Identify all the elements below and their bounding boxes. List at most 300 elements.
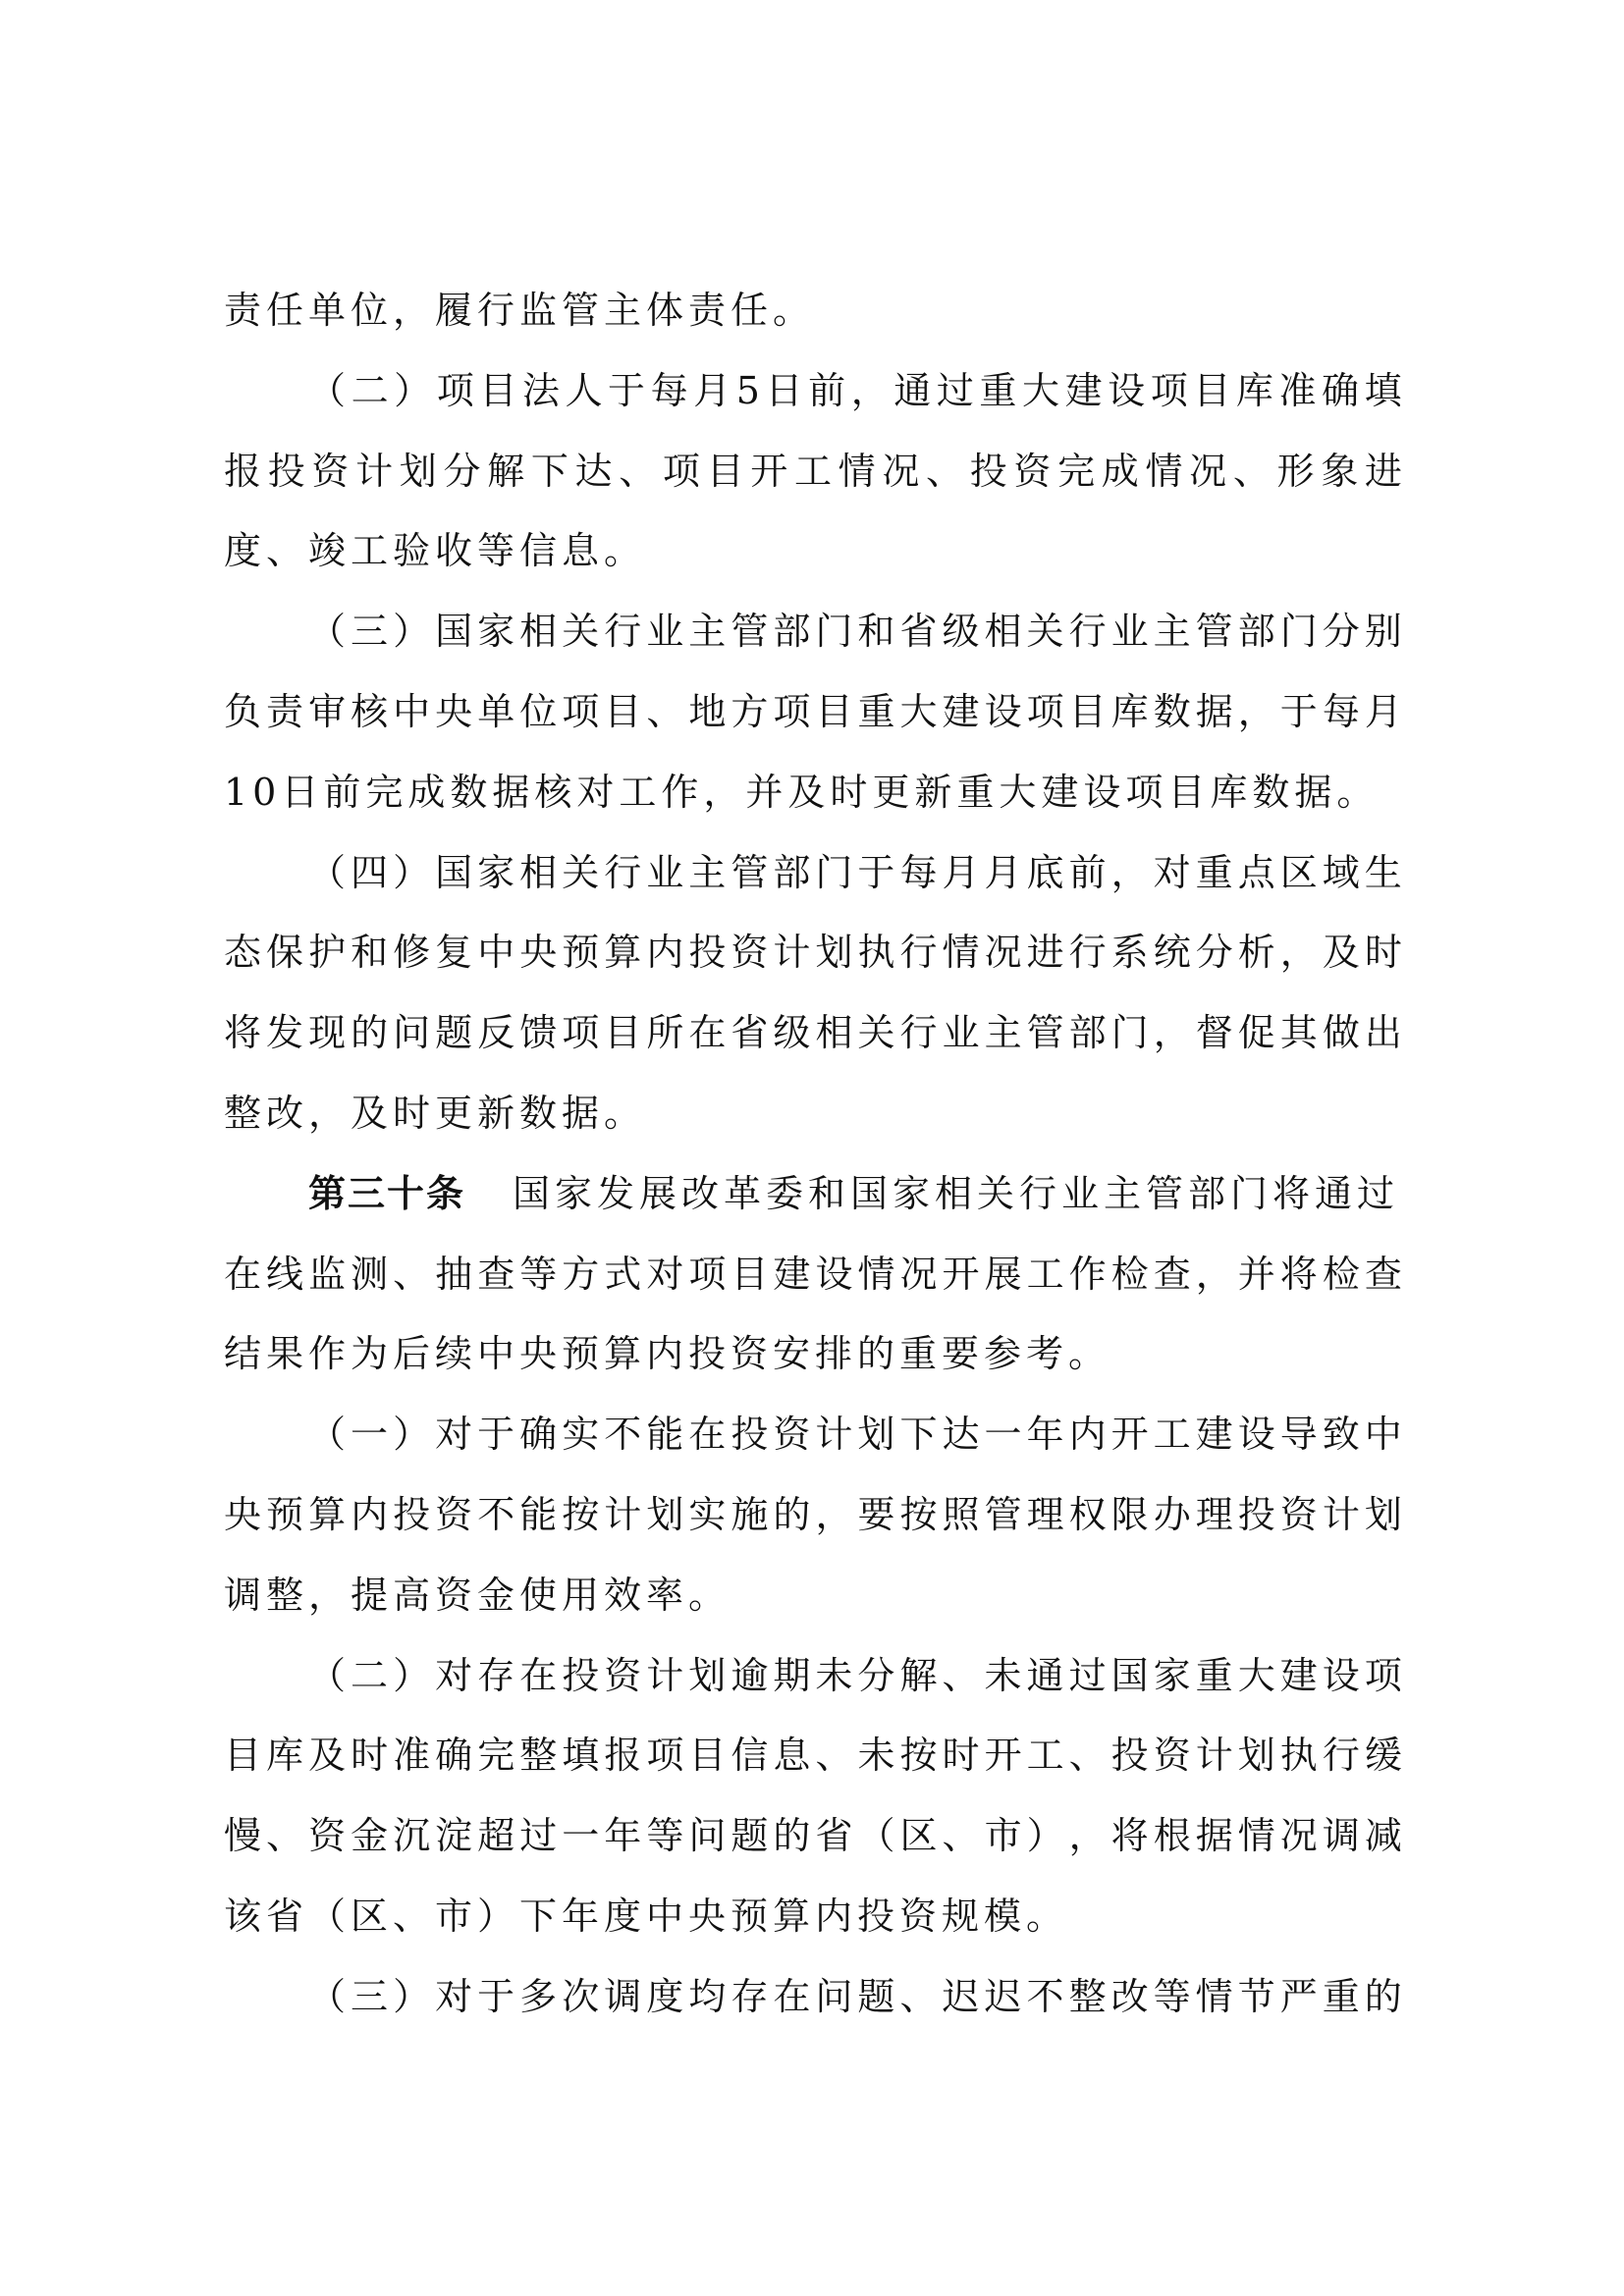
glyph: （ xyxy=(308,1413,347,1457)
glyph: 资 xyxy=(1013,449,1052,493)
glyph: 行 xyxy=(604,850,642,894)
glyph: 按 xyxy=(562,1492,600,1536)
glyph: 和 xyxy=(351,931,389,975)
glyph: 业 xyxy=(1110,610,1149,654)
glyph: 设 xyxy=(1237,1413,1275,1457)
glyph: 建 xyxy=(1064,368,1103,412)
glyph: 级 xyxy=(773,1011,811,1055)
glyph: 计 xyxy=(355,449,394,493)
glyph: 项 xyxy=(773,689,811,733)
glyph: 据 xyxy=(1195,1814,1233,1858)
glyph: 下 xyxy=(899,1413,938,1457)
glyph: 区 xyxy=(899,1814,938,1858)
glyph: 于 xyxy=(608,368,646,412)
glyph: 项 xyxy=(646,1734,684,1778)
glyph: 资 xyxy=(308,1814,347,1858)
glyph: 行 xyxy=(1322,1734,1360,1778)
glyph: 计 xyxy=(604,1492,642,1536)
glyph: 作 xyxy=(1068,1252,1107,1296)
glyph: 查 xyxy=(1364,1252,1402,1296)
glyph: ， xyxy=(1153,1011,1191,1055)
glyph: 四 xyxy=(351,850,389,894)
glyph: 级 xyxy=(942,610,980,654)
glyph: 形 xyxy=(1276,449,1315,493)
glyph: 月 xyxy=(942,850,980,894)
glyph: （ xyxy=(308,368,347,412)
glyph: 准 xyxy=(393,1734,431,1778)
glyph: 投 xyxy=(731,1413,769,1457)
glyph: 情 xyxy=(1145,449,1183,493)
glyph: ） xyxy=(393,610,431,654)
glyph: 中 xyxy=(393,689,431,733)
glyph: 部 xyxy=(1237,610,1275,654)
glyph: 央 xyxy=(224,1492,262,1536)
glyph: 区 xyxy=(1279,850,1318,894)
glyph: 目 xyxy=(604,689,642,733)
glyph: 位 xyxy=(519,689,558,733)
glyph: 设 xyxy=(984,689,1022,733)
glyph: 计 xyxy=(646,1653,684,1697)
glyph: 开 xyxy=(1110,1413,1149,1457)
glyph: 地 xyxy=(688,689,727,733)
glyph: 设 xyxy=(815,1252,853,1296)
glyph: 大 xyxy=(899,689,938,733)
glyph: 主 xyxy=(688,850,727,894)
glyph: （ xyxy=(308,610,347,654)
glyph: 库 xyxy=(1110,689,1149,733)
glyph: 行 xyxy=(1068,931,1107,975)
glyph: 市 xyxy=(984,1814,1022,1858)
text-line xyxy=(224,1409,1402,1489)
text-line: 结果作为后续中央预算内投资安排的重要参考。 xyxy=(224,1332,1111,1376)
glyph: 次 xyxy=(562,1974,600,2018)
glyph: 通 xyxy=(1026,1653,1064,1697)
text-line: 度、竣工验收等信息。 xyxy=(224,529,647,573)
glyph: 对 xyxy=(435,1413,473,1457)
glyph: 检 xyxy=(1322,1252,1360,1296)
glyph: 沉 xyxy=(393,1814,431,1858)
glyph: 执 xyxy=(1279,1734,1318,1778)
glyph: 负 xyxy=(224,689,262,733)
glyph: 分 xyxy=(443,449,481,493)
glyph: 建 xyxy=(1195,1413,1233,1457)
glyph: 相 xyxy=(519,850,558,894)
glyph: 重 xyxy=(1195,1653,1233,1697)
text-line xyxy=(224,1650,1402,1731)
glyph: 项 xyxy=(436,368,474,412)
glyph: ） xyxy=(393,1653,431,1697)
glyph: 相 xyxy=(519,610,558,654)
glyph: 在 xyxy=(773,1974,811,2018)
glyph: 题 xyxy=(731,1814,769,1858)
glyph: 投 xyxy=(393,1492,431,1536)
glyph: ， xyxy=(1110,850,1149,894)
glyph: 方 xyxy=(562,1252,600,1296)
glyph: 展 xyxy=(984,1252,1022,1296)
glyph: 复 xyxy=(435,931,473,975)
glyph: 导 xyxy=(1279,1413,1318,1457)
text-line xyxy=(224,365,1402,446)
glyph: 开 xyxy=(750,449,788,493)
glyph: 建 xyxy=(1279,1653,1318,1697)
glyph: 调 xyxy=(604,1974,642,2018)
glyph: 及 xyxy=(1322,931,1360,975)
glyph: 项 xyxy=(1150,368,1188,412)
glyph: 点 xyxy=(1237,850,1275,894)
glyph: 家 xyxy=(1153,1653,1191,1697)
glyph: 理 xyxy=(1195,1492,1233,1536)
glyph: 投 xyxy=(1237,1492,1275,1536)
glyph: ） xyxy=(1026,1814,1064,1858)
glyph: 方 xyxy=(731,689,769,733)
glyph: 计 xyxy=(773,931,811,975)
glyph: 国 xyxy=(1110,1653,1149,1697)
glyph: ， xyxy=(815,1492,853,1536)
glyph: 在 xyxy=(224,1252,262,1296)
glyph: 象 xyxy=(1321,449,1359,493)
glyph: 填 xyxy=(562,1734,600,1778)
glyph: 设 xyxy=(1108,368,1146,412)
glyph: 及 xyxy=(308,1734,347,1778)
text-line: 责任单位，履行监管主体责任。 xyxy=(224,289,816,332)
glyph: 业 xyxy=(942,1011,980,1055)
glyph: 情 xyxy=(1195,1974,1233,2018)
glyph: 法 xyxy=(521,368,560,412)
text-line: 该省（区、市）下年度中央预算内投资规模。 xyxy=(224,1894,1069,1938)
glyph: 算 xyxy=(604,931,642,975)
glyph: 核 xyxy=(351,689,389,733)
glyph: 达 xyxy=(574,449,613,493)
glyph: 国 xyxy=(435,850,473,894)
glyph: 护 xyxy=(308,931,347,975)
glyph: 中 xyxy=(1364,1413,1402,1457)
glyph: 开 xyxy=(984,1734,1022,1778)
glyph: 存 xyxy=(477,1653,515,1697)
glyph: 问 xyxy=(688,1814,727,1858)
glyph: 检 xyxy=(1110,1252,1149,1296)
glyph: 查 xyxy=(477,1252,515,1296)
text-line: 调整，提高资金使用效率。 xyxy=(224,1573,731,1617)
glyph: 未 xyxy=(857,1734,895,1778)
glyph: 、 xyxy=(942,1653,980,1697)
glyph: 管 xyxy=(1195,610,1233,654)
glyph: 在 xyxy=(519,1653,558,1697)
glyph: 单 xyxy=(477,689,515,733)
glyph: （ xyxy=(857,1814,895,1858)
glyph: 完 xyxy=(1057,449,1096,493)
glyph: 内 xyxy=(351,1492,389,1536)
glyph: 、 xyxy=(942,1814,980,1858)
glyph: 减 xyxy=(1364,1814,1402,1858)
glyph: 、 xyxy=(1068,1734,1107,1778)
glyph: 业 xyxy=(646,850,684,894)
glyph: 、 xyxy=(393,1252,431,1296)
text-line xyxy=(224,1249,1402,1329)
text-line xyxy=(224,1971,1402,2052)
glyph: 准 xyxy=(1278,368,1317,412)
glyph: 审 xyxy=(308,689,347,733)
glyph: 金 xyxy=(351,1814,389,1858)
glyph: 开 xyxy=(942,1252,980,1296)
glyph: 所 xyxy=(646,1011,684,1055)
glyph: 计 xyxy=(1195,1734,1233,1778)
glyph: 行 xyxy=(899,1011,938,1055)
glyph: 、 xyxy=(619,449,657,493)
glyph: 门 xyxy=(1110,1011,1149,1055)
glyph: 改 xyxy=(1110,1974,1149,2018)
glyph: 划 xyxy=(857,1413,895,1457)
glyph: 相 xyxy=(984,610,1022,654)
glyph: 划 xyxy=(1237,1734,1275,1778)
glyph: 未 xyxy=(984,1653,1022,1697)
glyph: 慢 xyxy=(224,1814,262,1858)
glyph: 设 xyxy=(1322,1653,1360,1697)
glyph: 算 xyxy=(308,1492,347,1536)
glyph: 分 xyxy=(1195,931,1233,975)
glyph: 家 xyxy=(477,850,515,894)
glyph: 国 xyxy=(435,610,473,654)
glyph: 项 xyxy=(562,1011,600,1055)
glyph: 省 xyxy=(899,610,938,654)
glyph: 过 xyxy=(936,368,974,412)
glyph: 域 xyxy=(1322,850,1360,894)
glyph: 、 xyxy=(266,1814,304,1858)
glyph: 资 xyxy=(435,1492,473,1536)
glyph: 三 xyxy=(351,610,389,654)
glyph: 相 xyxy=(815,1011,853,1055)
glyph: 整 xyxy=(519,1734,558,1778)
glyph: 报 xyxy=(224,449,262,493)
text-line: 国家发展改革委和国家相关行业主管部门将通过 xyxy=(513,1171,1400,1215)
glyph: 投 xyxy=(1110,1734,1149,1778)
glyph: 计 xyxy=(1322,1492,1360,1536)
glyph: 、 xyxy=(899,1974,938,2018)
glyph: 月 xyxy=(1364,689,1402,733)
glyph: 资 xyxy=(773,1413,811,1457)
glyph: 项 xyxy=(1364,1653,1402,1697)
glyph: 目 xyxy=(731,1252,769,1296)
glyph: 、 xyxy=(646,689,684,733)
glyph: 二 xyxy=(351,368,389,412)
glyph: 成 xyxy=(1101,449,1139,493)
glyph: 超 xyxy=(477,1814,515,1858)
glyph: 库 xyxy=(1235,368,1273,412)
glyph: 中 xyxy=(477,931,515,975)
glyph: 能 xyxy=(646,1413,684,1457)
glyph: 等 xyxy=(519,1252,558,1296)
glyph: 人 xyxy=(565,368,603,412)
glyph: 于 xyxy=(477,1974,515,2018)
glyph: 均 xyxy=(688,1974,727,2018)
glyph: 时 xyxy=(351,1734,389,1778)
glyph: 办 xyxy=(1153,1492,1191,1536)
glyph: 按 xyxy=(899,1734,938,1778)
glyph: 行 xyxy=(1068,610,1107,654)
glyph: 析 xyxy=(1237,931,1275,975)
glyph: 、 xyxy=(815,1734,853,1778)
glyph: 确 xyxy=(1322,368,1360,412)
glyph: 致 xyxy=(1322,1413,1360,1457)
glyph: 进 xyxy=(1364,449,1402,493)
glyph: 管 xyxy=(731,850,769,894)
glyph: 生 xyxy=(1364,850,1402,894)
article-heading: 第三十条 xyxy=(308,1171,466,1215)
glyph: 资 xyxy=(311,449,350,493)
glyph: 重 xyxy=(979,368,1017,412)
glyph: 月 xyxy=(693,368,731,412)
glyph: 限 xyxy=(1110,1492,1149,1536)
glyph: 5 xyxy=(735,368,760,412)
glyph: ， xyxy=(1068,1814,1107,1858)
glyph: 日 xyxy=(765,368,803,412)
document-page xyxy=(224,285,1402,2052)
glyph: 建 xyxy=(773,1252,811,1296)
glyph: 关 xyxy=(562,610,600,654)
glyph: 重 xyxy=(1322,1974,1360,2018)
glyph: 关 xyxy=(562,850,600,894)
glyph: 一 xyxy=(562,1814,600,1858)
glyph: 确 xyxy=(435,1734,473,1778)
glyph: 在 xyxy=(688,1011,727,1055)
glyph: 通 xyxy=(893,368,932,412)
glyph: ， xyxy=(850,368,889,412)
glyph: 一 xyxy=(984,1413,1022,1457)
glyph: 建 xyxy=(942,689,980,733)
glyph: ， xyxy=(1279,931,1318,975)
glyph: 和 xyxy=(857,610,895,654)
glyph: 省 xyxy=(731,1011,769,1055)
glyph: 目 xyxy=(688,1734,727,1778)
glyph: 主 xyxy=(984,1011,1022,1055)
text-line xyxy=(224,446,1402,526)
glyph: ， xyxy=(1237,689,1275,733)
glyph: 发 xyxy=(266,1011,304,1055)
glyph: 、 xyxy=(1232,449,1271,493)
glyph: 不 xyxy=(477,1492,515,1536)
glyph: ， xyxy=(1195,1252,1233,1296)
glyph: 迟 xyxy=(942,1974,980,2018)
text-line: 整改，及时更新数据。 xyxy=(224,1091,647,1135)
glyph: 迟 xyxy=(984,1974,1022,2018)
glyph: 预 xyxy=(266,1492,304,1536)
glyph: 央 xyxy=(519,931,558,975)
glyph: 逾 xyxy=(731,1653,769,1697)
glyph: 时 xyxy=(942,1734,980,1778)
glyph: 情 xyxy=(857,1252,895,1296)
glyph: 情 xyxy=(838,449,876,493)
glyph: 管 xyxy=(984,1492,1022,1536)
glyph: 内 xyxy=(1068,1413,1107,1457)
glyph: 况 xyxy=(1189,449,1227,493)
glyph: 的 xyxy=(773,1492,811,1536)
glyph: 存 xyxy=(731,1974,769,2018)
glyph: 每 xyxy=(650,368,688,412)
text-line xyxy=(224,927,1402,1007)
glyph: 前 xyxy=(1068,850,1107,894)
glyph: 责 xyxy=(266,689,304,733)
glyph: 门 xyxy=(815,850,853,894)
glyph: 权 xyxy=(1068,1492,1107,1536)
glyph: 重 xyxy=(1195,850,1233,894)
glyph: 门 xyxy=(1279,610,1318,654)
glyph: 保 xyxy=(266,931,304,975)
article-first-line xyxy=(224,1168,1402,1249)
glyph: 其 xyxy=(1279,1011,1318,1055)
glyph: 项 xyxy=(562,689,600,733)
glyph: 不 xyxy=(604,1413,642,1457)
glyph: 划 xyxy=(815,931,853,975)
glyph: 完 xyxy=(477,1734,515,1778)
glyph: 的 xyxy=(351,1011,389,1055)
glyph: 问 xyxy=(815,1974,853,2018)
glyph: 行 xyxy=(604,610,642,654)
glyph: 投 xyxy=(969,449,1007,493)
glyph: 题 xyxy=(435,1011,473,1055)
glyph: 前 xyxy=(808,368,846,412)
glyph: 反 xyxy=(477,1011,515,1055)
glyph: 查 xyxy=(1153,1252,1191,1296)
glyph: 于 xyxy=(477,1413,515,1457)
glyph: 行 xyxy=(899,931,938,975)
glyph: 年 xyxy=(1026,1413,1064,1457)
glyph: 现 xyxy=(308,1011,347,1055)
glyph: ） xyxy=(394,368,432,412)
glyph: 主 xyxy=(688,610,727,654)
glyph: 淀 xyxy=(435,1814,473,1858)
glyph: 不 xyxy=(1026,1974,1064,2018)
glyph: 库 xyxy=(266,1734,304,1778)
glyph: 过 xyxy=(519,1814,558,1858)
glyph: 工 xyxy=(1026,1252,1064,1296)
glyph: （ xyxy=(308,850,347,894)
glyph: 出 xyxy=(1364,1011,1402,1055)
glyph: 照 xyxy=(942,1492,980,1536)
glyph: 预 xyxy=(562,931,600,975)
glyph: 对 xyxy=(1153,850,1191,894)
glyph: 促 xyxy=(1237,1011,1275,1055)
glyph: 进 xyxy=(1026,931,1064,975)
glyph: 投 xyxy=(267,449,305,493)
glyph: 于 xyxy=(1279,689,1318,733)
glyph: 投 xyxy=(562,1653,600,1697)
glyph: 计 xyxy=(815,1413,853,1457)
glyph: 大 xyxy=(1022,368,1060,412)
glyph: 工 xyxy=(1153,1413,1191,1457)
glyph: 目 xyxy=(1068,689,1107,733)
text-line xyxy=(224,1489,1402,1570)
glyph: 期 xyxy=(773,1653,811,1697)
glyph: 在 xyxy=(688,1413,727,1457)
glyph: 据 xyxy=(1195,689,1233,733)
glyph: 将 xyxy=(1279,1252,1318,1296)
glyph: 门 xyxy=(815,610,853,654)
glyph: 况 xyxy=(899,1252,938,1296)
glyph: 重 xyxy=(857,689,895,733)
glyph: 实 xyxy=(688,1492,727,1536)
glyph: 修 xyxy=(393,931,431,975)
glyph: 况 xyxy=(882,449,920,493)
glyph: 工 xyxy=(1026,1734,1064,1778)
glyph: 目 xyxy=(1193,368,1231,412)
glyph: 央 xyxy=(435,689,473,733)
glyph: 抽 xyxy=(435,1252,473,1296)
glyph: 二 xyxy=(351,1653,389,1697)
glyph: 的 xyxy=(773,1814,811,1858)
glyph: 实 xyxy=(562,1413,600,1457)
glyph: 对 xyxy=(435,1974,473,2018)
glyph: 要 xyxy=(857,1492,895,1536)
glyph: 目 xyxy=(479,368,517,412)
